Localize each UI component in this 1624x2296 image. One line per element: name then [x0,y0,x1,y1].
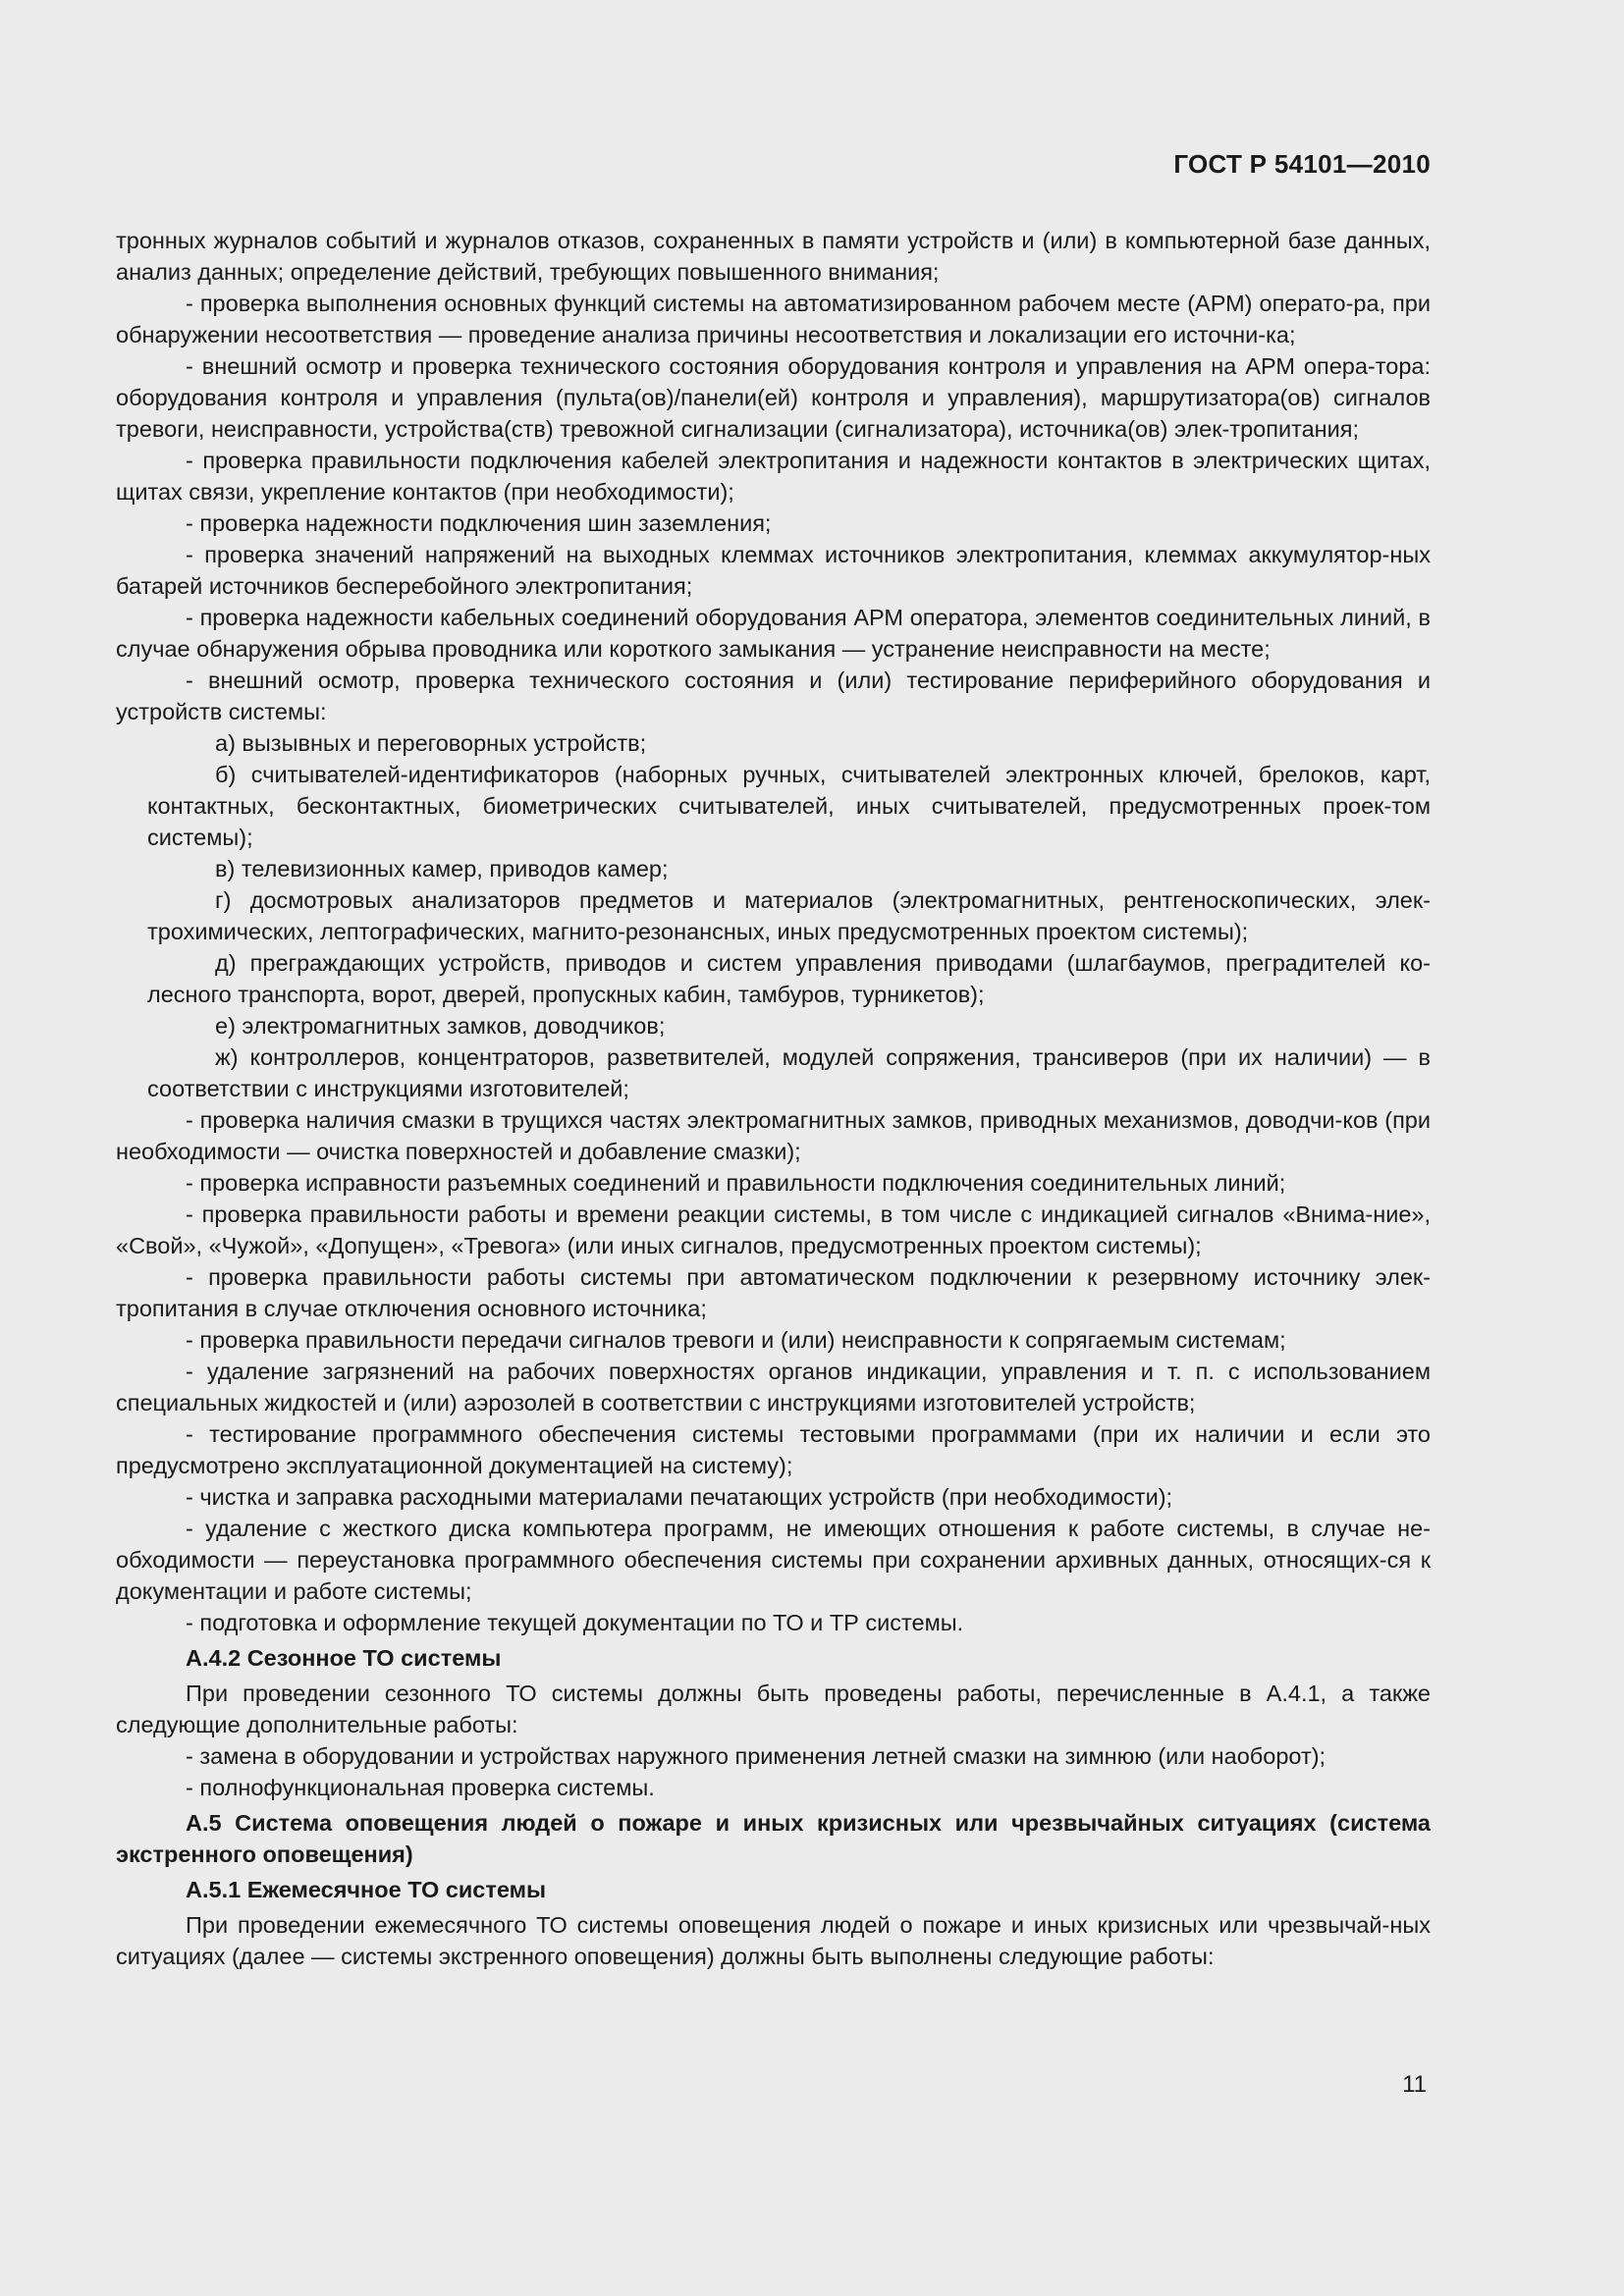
body-paragraph: тронных журналов событий и журналов отказов, сохраненных в памяти устройств и (или) в компьютерной базе данных, анализ данных; определение действий, требующих повышенного внимания; [116,228,1431,285]
list-item: - проверка правильности подключения кабелей электропитания и надежности контактов в электрических щитах, щитах связи, укрепление контактов (при необходимости); [116,448,1431,505]
list-item: - полнофункциональная проверка системы. [186,1775,655,1800]
list-item: При проведении ежемесячного ТО системы оповещения людей о пожаре и иных кризисных или чрезвычай-ных ситуациях (далее — системы экстренного оповещения) должны быть выполнены следующие работы: [116,1912,1431,1969]
section-heading: А.5 Система оповещения людей о пожаре и иных кризисных или чрезвычайных ситуациях (система экстренного оповещения) [116,1810,1431,1867]
sub-list-item: ж) контроллеров, концентраторов, разветвителей, модулей сопряжения, трансиверов (при их наличии) — в соответствии с инструкциями изготовителей; [147,1044,1431,1101]
list-item: - проверка правильности работы и времени реакции системы, в том числе с индикацией сигналов «Внима-ние», «Свой», «Чужой», «Допущен», «Тревога» (или иных сигналов, предусмотренных проектом системы); [116,1201,1431,1258]
sub-list-item: д) преграждающих устройств, приводов и систем управления приводами (шлагбаумов, преградителей ко-лесного транспорта, ворот, дверей, пропускных кабин, тамбуров, турникетов); [147,950,1431,1007]
list-item: - проверка правильности передачи сигналов тревоги и (или) неисправности к сопрягаемым системам; [186,1327,1286,1353]
document-code-header: ГОСТ Р 54101—2010 [1173,149,1431,179]
section-heading: А.5.1 Ежемесячное ТО системы [186,1877,547,1902]
list-item: При проведении сезонного ТО системы должны быть проведены работы, перечисленные в А.4.1, а также следующие дополнительные работы: [116,1681,1431,1737]
sub-list-item: в) телевизионных камер, приводов камер; [215,856,669,881]
sub-list-item: а) вызывных и переговорных устройств; [215,730,647,756]
list-item: - проверка значений напряжений на выходных клеммах источников электропитания, клеммах аккумулятор-ных батарей источников бесперебойного электропитания; [116,542,1431,599]
page-number: 11 [1402,2071,1427,2098]
list-item: - тестирование программного обеспечения системы тестовыми программами (при их наличии и если это предусмотрено эксплуатационной документацией на систему); [116,1421,1431,1478]
list-item: - внешний осмотр, проверка технического состояния и (или) тестирование периферийного оборудования и устройств системы: [116,667,1431,724]
list-item: - проверка надежности кабельных соединений оборудования АРМ оператора, элементов соединительных линий, в случае обнаружения обрыва проводника или короткого замыкания — устранение неисправности на месте; [116,605,1431,662]
list-item: - чистка и заправка расходными материалами печатающих устройств (при необходимости); [186,1484,1173,1510]
sub-list-item: г) досмотровых анализаторов предметов и материалов (электромагнитных, рентгеноскопических, элек-трохимических, лептографических, магнито-резонансных, иных предусмотренных проектом системы); [147,887,1431,944]
sub-list-item: б) считывателей-идентификаторов (наборных ручных, считывателей электронных ключей, брелоков, карт, контактных, бесконтактных, биометрических считывателей, иных считывателей, предусмотренных проек-том системы); [147,762,1431,850]
list-item: - проверка надежности подключения шин заземления; [186,510,772,536]
list-item: - внешний осмотр и проверка технического состояния оборудования контроля и управления на АРМ опера-тора: оборудования контроля и управления (пульта(ов)/панели(ей) контроля и управления), маршрутизатора(ов) сигналов тревоги, неисправности, устройства(ств) тревожной сигнализации (сигнализатора), источника(ов) элек-тропитания; [116,353,1431,442]
list-item: - замена в оборудовании и устройствах наружного применения летней смазки на зимнюю (или наоборот); [186,1743,1326,1769]
list-item: - проверка исправности разъемных соединений и правильности подключения соединительных линий; [186,1170,1286,1196]
list-item: - подготовка и оформление текущей документации по ТО и ТР системы. [186,1610,964,1635]
section-heading: А.4.2 Сезонное ТО системы [186,1645,502,1671]
list-item: - проверка правильности работы системы при автоматическом подключении к резервному источнику элек-тропитания в случае отключения основного источника; [116,1264,1431,1321]
list-item: - удаление с жесткого диска компьютера программ, не имеющих отношения к работе системы, в случае не-обходимости — переустановка программного обеспечения системы при сохранении архивных данных, относящих-ся к документации и работе системы; [116,1516,1431,1604]
list-item: - проверка наличия смазки в трущихся частях электромагнитных замков, приводных механизмов, доводчи-ков (при необходимости — очистка поверхностей и добавление смазки); [116,1107,1431,1164]
document-body [116,225,1431,1972]
list-item: - удаление загрязнений на рабочих поверхностях органов индикации, управления и т. п. с использованием специальных жидкостей и (или) аэрозолей в соответствии с инструкциями изготовителей устройств; [116,1359,1431,1415]
sub-list-item: е) электромагнитных замков, доводчиков; [215,1013,666,1039]
list-item: - проверка выполнения основных функций системы на автоматизированном рабочем месте (АРМ) операто-ра, при обнаружении несоответствия — проведение анализа причины несоответствия и локализации его источни-ка; [116,291,1431,347]
